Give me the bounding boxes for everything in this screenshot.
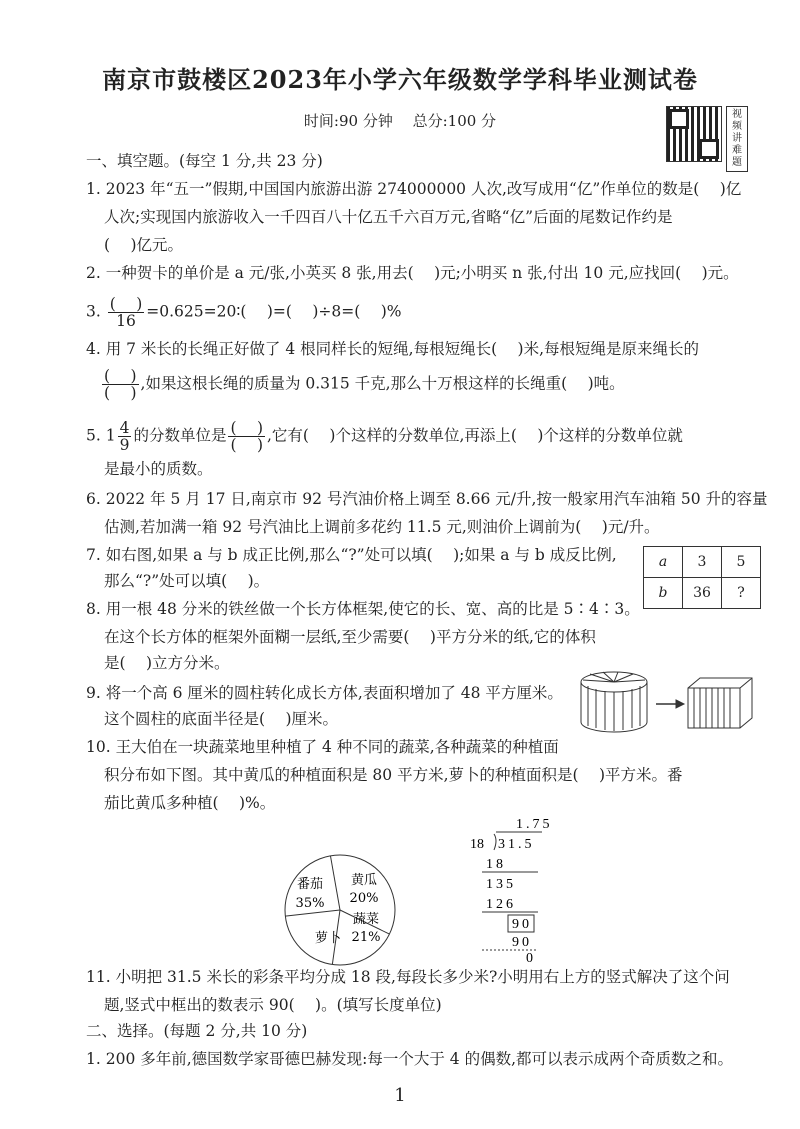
q5-fraction-mixed — [118, 420, 132, 453]
cuboid-shape — [688, 678, 752, 728]
q6-line2: 估测,若加满一箱 92 号汽油比上调前多花约 11.5 元,则油价上调前为( )元/升。 — [104, 518, 660, 536]
arrow-right-icon — [656, 700, 684, 708]
q1-line1: 1. 2023 年“五一”假期,中国国内旅游出游 274000000 人次,改写成用“亿”作单位的数是( )亿 — [86, 180, 742, 198]
pie-label-veg: 蔬菜 — [352, 912, 380, 927]
division-row-2: 135 — [486, 877, 516, 892]
q5-number: 5. 1 — [86, 426, 116, 445]
table-row — [644, 578, 761, 609]
q4-line1: 4. 用 7 米长的长绳正好做了 4 根同样长的短绳,每根短绳长( )米,每根短绳是原来绳长的 — [86, 340, 700, 358]
q2-line: 2. 一种贺卡的单价是 a 元/张,小英买 8 张,用去( )元;小明买 n 张,付出 10 元,应找回( )元。 — [86, 264, 739, 282]
cylinder-to-cuboid-figure — [578, 666, 758, 738]
q9-line2: 这个圆柱的底面半径是( )厘米。 — [104, 710, 339, 728]
q4-fraction-num: ( ) — [104, 367, 137, 385]
pie-pct-cucumber: 20% — [349, 891, 379, 906]
q3-fraction — [108, 296, 145, 329]
q8-line2: 在这个长方体的框架外面糊一层纸,至少需要( )平方分米的纸,它的体积 — [104, 628, 596, 646]
q6-line1: 6. 2022 年 5 月 17 日,南京市 92 号汽油价格上调至 8.66 元/升,按一般家用汽车油箱 50 升的容量 — [86, 490, 768, 508]
qr-code-icon — [666, 106, 722, 162]
pie-label-tomato: 番茄 — [296, 877, 324, 892]
q8-line3: 是( )立方分米。 — [104, 654, 230, 672]
q11-line2: 题,竖式中框出的数表示 90( )。(填写长度单位) — [104, 996, 442, 1014]
q11-line1: 11. 小明把 31.5 米长的彩条平均分成 18 段,每段长多少米?小明用右上方的竖式解决了这个问 — [86, 968, 730, 986]
qr-label: 视频讲难题 — [726, 106, 748, 172]
q3-line — [86, 296, 402, 329]
q5-mixed-num: 4 — [119, 419, 130, 437]
ab-table — [643, 546, 761, 609]
q5-mixed-den: 9 — [119, 436, 130, 454]
division-row-5: 90 — [512, 935, 532, 950]
pie-label-cucumber: 黄瓜 — [350, 873, 378, 888]
division-row-3: 126 — [486, 897, 516, 912]
table-cell: ? — [722, 578, 761, 609]
table-cell: 5 — [722, 547, 761, 578]
table-cell: b — [644, 578, 683, 609]
q5-unit-num: ( ) — [230, 419, 263, 437]
choice-q1-line: 1. 200 多年前,德国数学家哥德巴赫发现:每一个大于 4 的偶数,都可以表示成两个奇质数之和。 — [86, 1050, 734, 1068]
q3-rest: =0.625=20∶( )=( )÷8=( )% — [146, 302, 402, 321]
section-1-heading: 一、填空题。(每空 1 分,共 23 分) — [86, 152, 323, 170]
division-dividend: 31.5 — [498, 837, 535, 852]
q5-fraction-unit — [228, 420, 265, 453]
division-row-6: 0 — [526, 951, 533, 962]
q7-line1: 7. 如右图,如果 a 与 b 成正比例,那么“?”处可以填( );如果 a 与 b 成反比例, — [86, 546, 617, 564]
section-2-heading: 二、选择。(每题 2 分,共 10 分) — [86, 1022, 308, 1040]
q1-line3: ( )亿元。 — [104, 236, 184, 254]
q3-fraction-num: ( ) — [109, 295, 143, 313]
q3-number: 3. — [86, 302, 101, 321]
vegetable-pie-chart — [282, 852, 398, 968]
q10-line1: 10. 王大伯在一块蔬菜地里种植了 4 种不同的蔬菜,各种蔬菜的种植面 — [86, 738, 559, 756]
q7-line2: 那么“?”处可以填( )。 — [104, 572, 270, 590]
pie-pct-tomato: 35% — [295, 896, 325, 911]
q5-text-b: ,它有( )个这样的分数单位,再添上( )个这样的分数单位就 — [267, 426, 683, 445]
pie-label-radish: 萝卜 — [314, 931, 342, 946]
division-divisor: 18 — [470, 837, 484, 852]
q4-line2 — [100, 368, 625, 401]
q5-unit-den: ( ) — [230, 436, 263, 454]
cylinder-shape — [581, 672, 647, 732]
division-row-4-boxed: 90 — [512, 917, 532, 932]
page-title: 南京市鼓楼区2023年小学六年级数学学科毕业测试卷 — [102, 65, 698, 94]
q4-fraction-den: ( ) — [104, 384, 137, 402]
table-cell: a — [644, 547, 683, 578]
pie-pct-veg: 21% — [351, 930, 381, 945]
division-quotient: 1.75 — [516, 817, 553, 832]
table-cell: 36 — [683, 578, 722, 609]
q5-text-a: 的分数单位是 — [133, 426, 227, 445]
long-division — [460, 812, 560, 962]
q10-line2: 积分布如下图。其中黄瓜的种植面积是 80 平方米,萝卜的种植面积是( )平方米。番 — [104, 766, 683, 784]
table-cell: 3 — [683, 547, 722, 578]
q4-rest: ,如果这根长绳的质量为 0.315 千克,那么十万根这样的长绳重( )吨。 — [140, 374, 625, 393]
q1-line2: 人次;实现国内旅游收入一千四百八十亿五千六百万元,省略“亿”后面的尾数记作约是 — [104, 208, 673, 226]
q8-line1: 8. 用一根 48 分米的铁丝做一个长方体框架,使它的长、宽、高的比是 5∶4∶3。 — [86, 600, 640, 618]
q5-line2: 是最小的质数。 — [104, 460, 213, 478]
q9-line1: 9. 将一个高 6 厘米的圆柱转化成长方体,表面积增加了 48 平方厘米。 — [86, 684, 563, 702]
page-number: 1 — [394, 1085, 406, 1106]
q10-line3: 茄比黄瓜多种植( )%。 — [104, 794, 276, 812]
exam-time-score: 时间:90 分钟 总分:100 分 — [303, 112, 497, 130]
q4-fraction — [102, 368, 139, 401]
q3-fraction-den: 16 — [116, 312, 136, 330]
division-row-1: 18 — [486, 857, 506, 872]
table-row — [644, 547, 761, 578]
q5-line1 — [86, 420, 683, 453]
